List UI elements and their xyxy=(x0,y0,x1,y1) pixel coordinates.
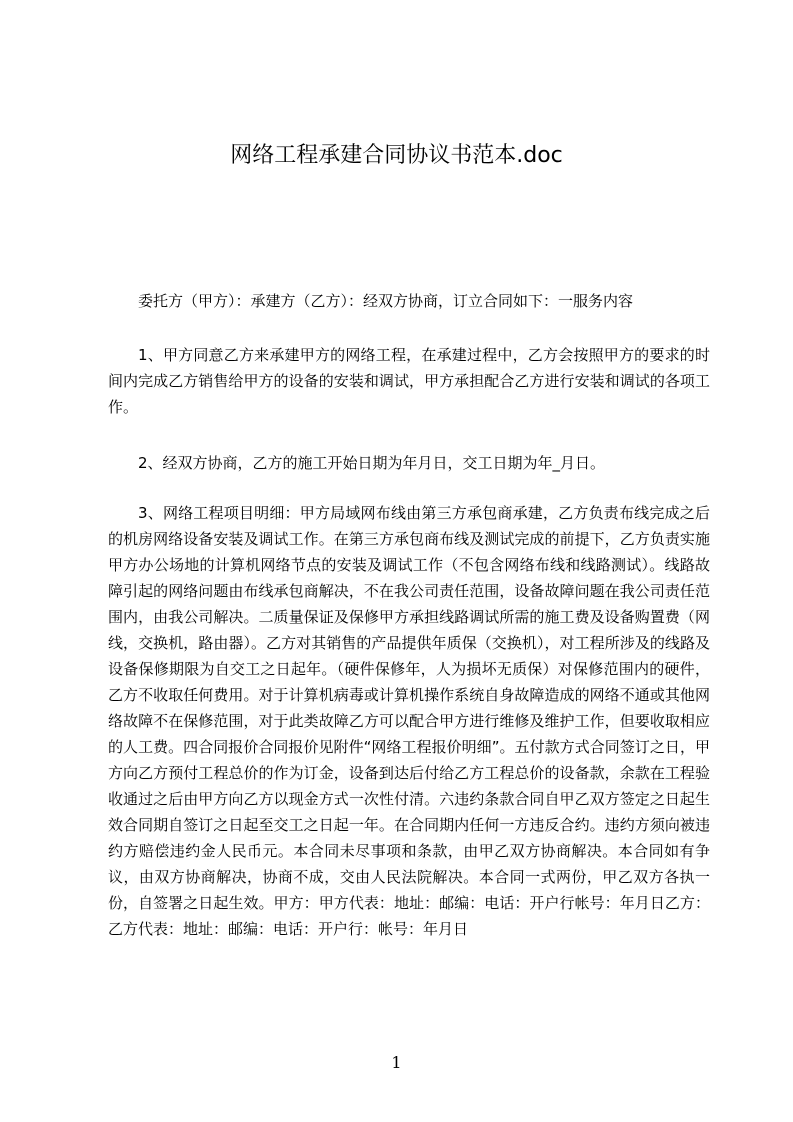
document-title: 网络工程承建合同协议书范本.doc xyxy=(230,143,563,168)
intro-paragraph: 委托方（甲方）：承建方（乙方）：经双方协商，订立合同如下：一服务内容 xyxy=(138,292,634,310)
page-number: 1 xyxy=(391,1053,402,1072)
clause-1-paragraph: 1、甲方同意乙方来承建甲方的网络工程，在承建过程中，乙方会按照甲方的要求的时间内完成乙方销售给甲方的设备的安装和调试，甲方承担配合乙方进行安装和调试的各项工作。 xyxy=(108,346,710,416)
clause-3-paragraph: 3、网络工程项目明细：甲方局域网布线由第三方承包商承建，乙方负责布线完成之后的机房网络设备安装及调试工作。在第三方承包商布线及测试完成的前提下，乙方负责实施甲方办公场地的计算机网络节点的安装及调试工作（不包含网络布线和线路测试）。线路故障引起的网络问题由布线承包商解决，不在我公司责任范围，设备故障问题在我公司责任范围内，由我公司解决。二质量保证及保修甲方承担线路调试所需的施工费及设备购置费（网线，交换机，路由器）。乙方对其销售的产品提供年质保（交换机），对工程所涉及的线路及设备保修期限为自交工之日起年。（硬件保修年，人为损坏无质保）对保修范围内的硬件，乙方不收取任何费用。对于计算机病毒或计算机操作系统自身故障造成的网络不通或其他网络故障不在保修范围，对于此类故障乙方可以配合甲方进行维修及维护工作，但要收取相应的人工费。四合同报价合同报价见附件“网络工程报价明细”。五付款方式合同签订之日，甲方向乙方预付工程总价的作为订金，设备到达后付给乙方工程总价的设备款，余款在工程验收通过之后由甲方向乙方以现金方式一次性付清。六违约条款合同自甲乙双方签定之日起生效合同期自签订之日起至交工之日起一年。在合同期内任何一方违反合约。违约方须向被违约方赔偿违约金人民币元。本合同未尽事项和条款，由甲乙双方协商解决。本合同如有争议，由双方协商解决，协商不成，交由人民法院解决。本合同一式两份，甲乙双方各执一份，自签署之日起生效。甲方：甲方代表：地址：邮编：电话：开户行帐号：年月日乙方：乙方代表：地址：邮编：电话：开户行：帐号：年月日 xyxy=(108,504,710,938)
clause-2-paragraph: 2、经双方协商，乙方的施工开始日期为年月日，交工日期为年_月日。 xyxy=(138,454,606,472)
